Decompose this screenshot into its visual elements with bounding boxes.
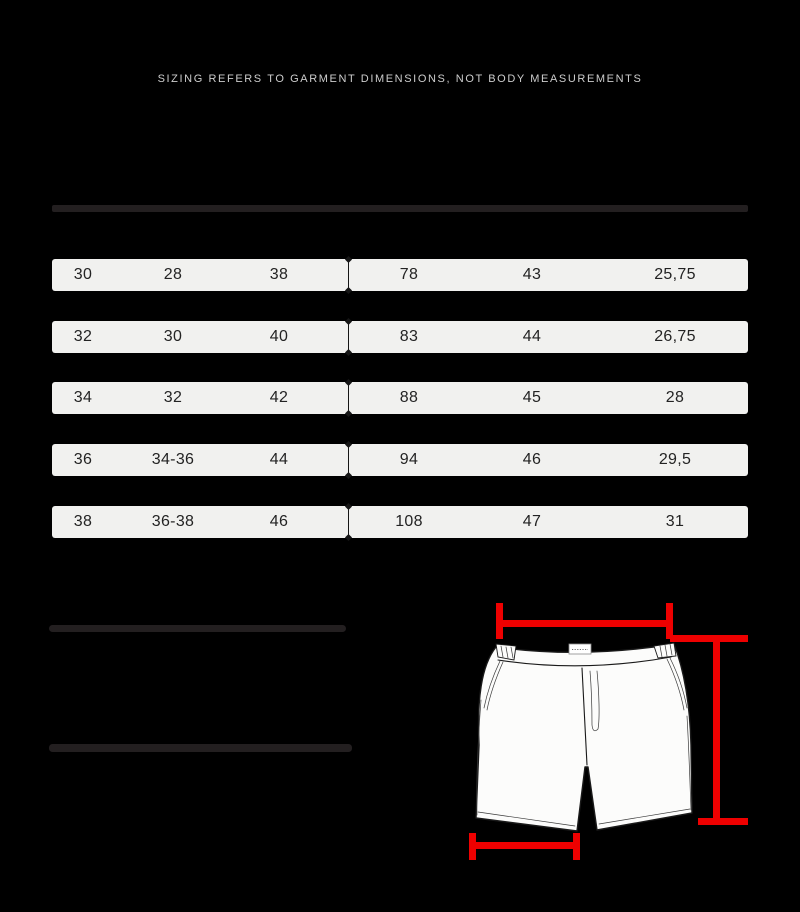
cell-length-cm: 47 xyxy=(522,513,542,530)
waist-dimension-line xyxy=(496,620,673,627)
cell-length-cm: 44 xyxy=(522,328,542,345)
fly-center-seam xyxy=(582,668,587,765)
size-row xyxy=(52,321,748,353)
cell-leg-cm: 31 xyxy=(665,513,685,530)
shorts-silhouette xyxy=(476,644,692,831)
leg-dimension-line xyxy=(472,842,580,849)
cell-size-alt: 32 xyxy=(163,389,183,406)
cell-size: 36 xyxy=(73,451,93,468)
shorts-drawing xyxy=(476,643,692,831)
left-waist-adjuster-tab xyxy=(496,644,516,660)
dimension-markers xyxy=(469,603,748,860)
table-center-divider xyxy=(348,444,349,476)
cell-leg-cm: 26,75 xyxy=(654,328,696,345)
sizing-disclaimer-text: SIZING REFERS TO GARMENT DIMENSIONS, NOT BODY MEASUREMENTS xyxy=(157,73,643,85)
cell-waist-cm: 78 xyxy=(399,266,419,283)
cell-size-alt: 36-38 xyxy=(151,513,195,530)
left-hem-stitch xyxy=(478,812,575,826)
cell-waist-cm: 88 xyxy=(399,389,419,406)
cell-size-eu: 42 xyxy=(269,389,289,406)
table-header-bar xyxy=(52,205,748,212)
cell-size-alt: 28 xyxy=(163,266,183,283)
waist-dimension-left-tick xyxy=(496,603,503,639)
length-dimension-line xyxy=(713,638,720,822)
waistband-brand-label xyxy=(569,644,591,654)
size-row xyxy=(52,506,748,538)
cell-size-alt: 34-36 xyxy=(151,451,195,468)
table-center-divider xyxy=(348,382,349,414)
cell-leg-cm: 25,75 xyxy=(654,266,696,283)
size-row xyxy=(52,259,748,291)
table-center-divider xyxy=(348,506,349,538)
cell-size: 32 xyxy=(73,328,93,345)
length-dimension-top-cap xyxy=(670,635,748,642)
left-pocket-seam xyxy=(484,661,500,708)
right-tab-hatching xyxy=(660,644,672,657)
cell-size-eu: 38 xyxy=(269,266,289,283)
table-center-divider xyxy=(348,321,349,353)
left-side-seam xyxy=(477,700,481,815)
cell-size-eu: 44 xyxy=(269,451,289,468)
left-pocket-seam-inner xyxy=(487,662,503,710)
legend-bar-length xyxy=(49,744,352,752)
waist-dimension-right-tick xyxy=(666,603,673,639)
cell-waist-cm: 108 xyxy=(395,513,423,530)
right-waist-adjuster-tab xyxy=(654,643,676,658)
waistband-seam xyxy=(498,657,671,666)
waist-width-dimension xyxy=(496,603,673,639)
cell-size: 34 xyxy=(73,389,93,406)
cell-length-cm: 45 xyxy=(522,389,542,406)
leg-dimension-right-tick xyxy=(573,833,580,860)
cell-leg-cm: 29,5 xyxy=(658,451,692,468)
leg-dimension-left-tick xyxy=(469,833,476,860)
cell-size-alt: 30 xyxy=(163,328,183,345)
leg-opening-dimension xyxy=(469,833,580,860)
fly-j-stitch xyxy=(590,671,599,731)
right-pocket-seam-inner xyxy=(667,659,684,710)
outseam-length-dimension xyxy=(670,635,748,825)
cell-size: 30 xyxy=(73,266,93,283)
cell-length-cm: 46 xyxy=(522,451,542,468)
size-row xyxy=(52,382,748,414)
legend-bar-waist xyxy=(49,625,346,632)
cell-size: 38 xyxy=(73,513,93,530)
right-side-seam xyxy=(687,716,691,810)
right-pocket-seam xyxy=(670,658,687,708)
length-dimension-bottom-cap xyxy=(698,818,748,825)
cell-size-eu: 46 xyxy=(269,513,289,530)
cell-waist-cm: 83 xyxy=(399,328,419,345)
cell-leg-cm: 28 xyxy=(665,389,685,406)
cell-size-eu: 40 xyxy=(269,328,289,345)
right-hem-stitch xyxy=(599,809,690,824)
cell-waist-cm: 94 xyxy=(399,451,419,468)
left-tab-hatching xyxy=(501,646,513,658)
size-row xyxy=(52,444,748,476)
cell-length-cm: 43 xyxy=(522,266,542,283)
table-center-divider xyxy=(348,259,349,291)
